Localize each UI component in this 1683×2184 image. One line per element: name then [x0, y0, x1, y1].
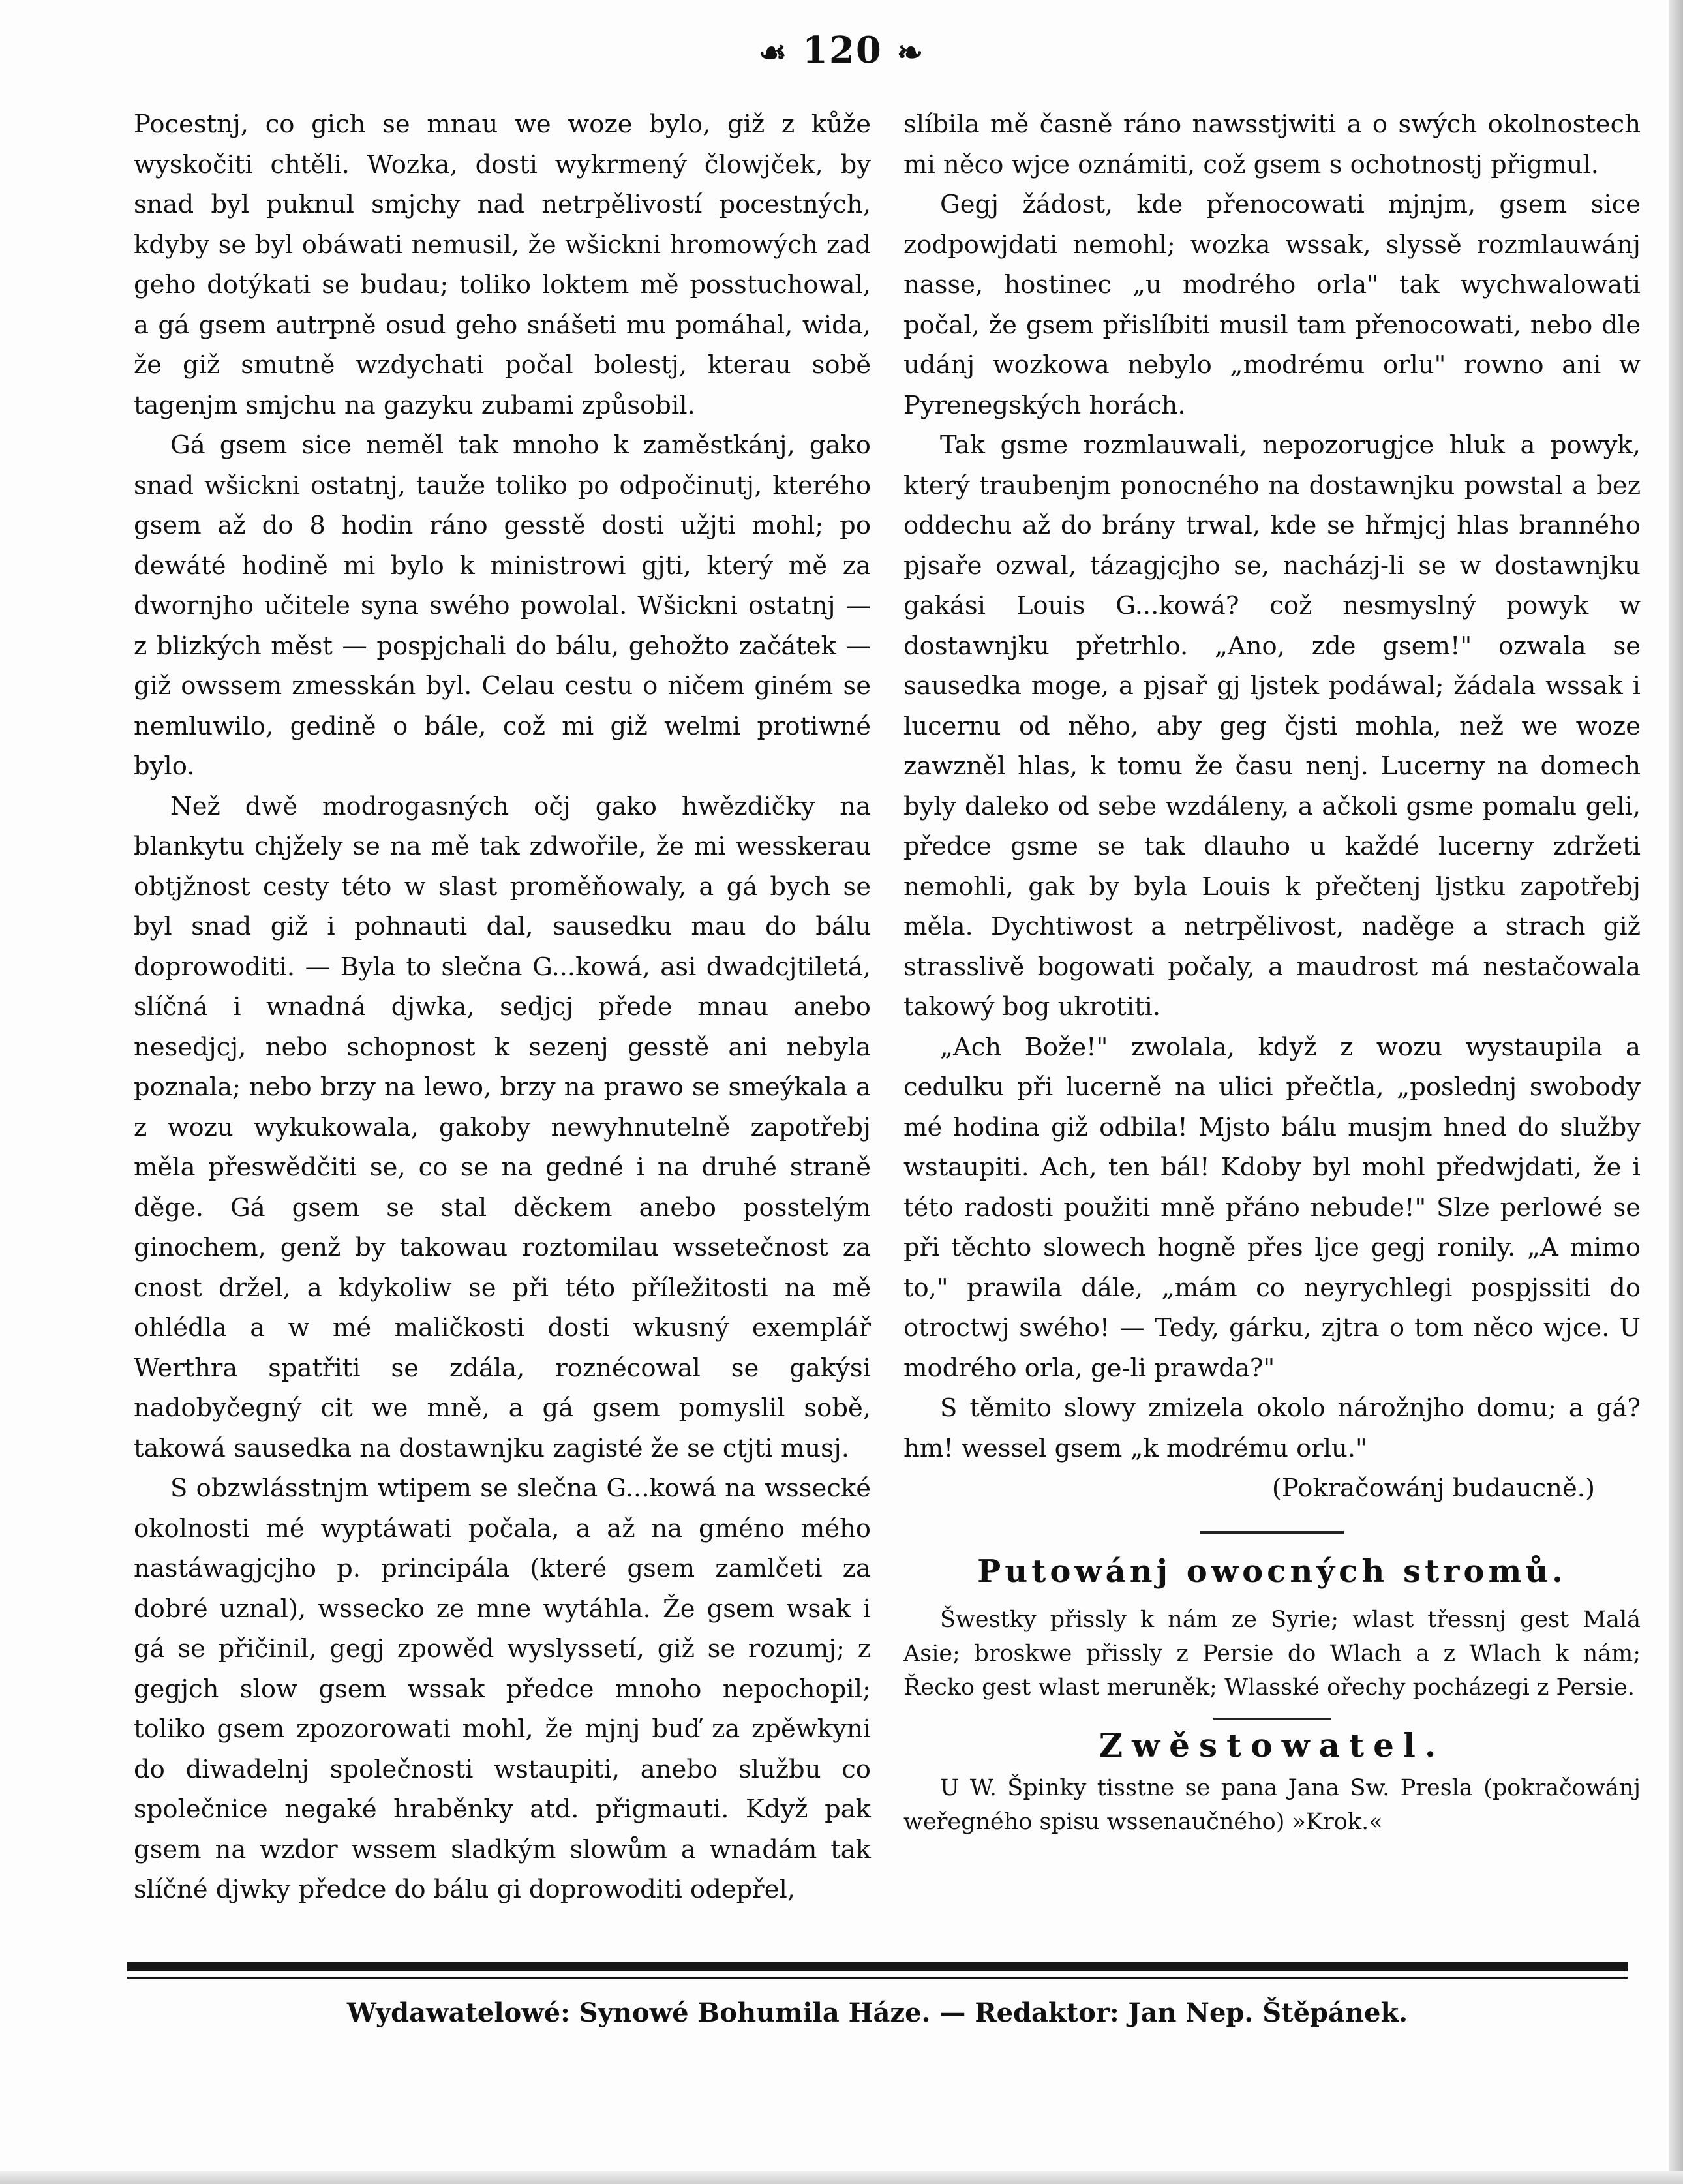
page-number: 120	[802, 29, 883, 72]
section-title-announcer: Zwěstowatel.	[1099, 1725, 1446, 1765]
footer-rule	[127, 1962, 1628, 1971]
paragraph: Než dwě modrogasných očj gako hwězdičky na blankytu chjžely se na mě tak zdwořile, že mi wesskerau obtjžnost cesty této w slast proměňowaly, a gá bych se byl snad giž i pohnauti dal, sausedku mau do bálu doprowoditi. — Byla to slečna G...kowá, asi dwadcjtiletá, slíčná i wnadná djwka, sedjcj přede mnau anebo nesedjcj, nebo schopnost k sezenj gesstě ani nebyla poznala; nebo brzy na lewo, brzy na prawo se smeýkala a z wozu wykukowala, gakoby newyhnutelně zapotřebj měla přeswědčiti se, co se na gedné i na druhé straně děge. Gá gsem se stal děckem anebo posstelým ginochem, genž by takowau roztomilau wssetečnost za cnost držel, a kdykoliw se při této příležitosti na mě ohlédla a w mé maličkosti dosti wkusný exemplář Werthra spatřiti se zdála, roznécowal se gakýsi nadobyčegný cit we mně, a gá gsem pomyslil sobě, takowá sausedka na dostawnjku zagisté že se ctjti musj.	[134, 791, 871, 1463]
footer-rule-thin	[127, 1977, 1628, 1979]
section-title-fruit-trees: Putowánj owocných stromů.	[977, 1553, 1567, 1590]
section-fruit-trees	[903, 1603, 1641, 1705]
paragraph: slíbila mě časně ráno nawsstjwiti a o swých okolnostech mi něco wjce oznámiti, což gsem s ochotnostj přigmul.	[903, 110, 1641, 179]
continued-note: (Pokračowánj budaucně.)	[1271, 1474, 1595, 1503]
paragraph: Šwestky přissly k nám ze Syrie; wlast třessnj gest Malá Asie; broskwe přissly z Persie do Wlach a z Wlach k nám; Řecko gest wlast meruněk; Wlasské ořechy pocházegi z Persie.	[903, 1606, 1641, 1701]
left-ornament-icon: ☙	[758, 35, 788, 72]
left-column	[134, 104, 871, 1910]
right-ornament-icon: ❧	[896, 35, 925, 72]
section-divider	[1213, 1718, 1331, 1720]
paragraph: Tak gsme rozmlauwali, nepozorugjce hluk a powyk, který traubenjm ponocného na dostawnjku powstal a bez oddechu až do brány trwal, kde se hřmjcj hlas branného pjsaře ozwal, tázagjcjho se, nacházj-li se w dostawnjku gakási Louis G...kowá? což nesmyslný powyk w dostawnjku přetrhlo. „Ano, zde gsem!" ozwala se sausedka moge, a pjsař gj ljstek podáwal; žádala wssak i lucernu od něho, aby geg čjsti mohla, než we woze zawzněl hlas, k tomu že času nenj. Lucerny na domech byly daleko od sebe wzdáleny, a ačkoli gsme pomalu geli, předce gsme se tak dlauho u každé lucerny zdržeti nemohli, gak by byla Louis k přečtenj ljstku zapotřebj měla. Dychtiwost a netrpělivost, naděge a strach giž strasslivě bogowati počaly, a maudrost má nestačowala takowý bog ukrotiti.	[903, 431, 1641, 1022]
page-edge-right	[1669, 0, 1683, 2184]
paragraph: S obzwlásstnjm wtipem se slečna G...kowá na wssecké okolnosti mé wyptáwati počala, a až na gméno mého nastáwagjcjho p. principála (které gsem zamlčeti za dobré uznal), wssecko ze mne wytáhla. Že gsem wsak i gá se přičinil, gegj zpowěd wyslyssetí, giž se rozumj; z gegjch slow gsem wssak předce mnoho nepochopil; toliko gsem zpozorowati mohl, že mjnj buď za zpěwkyni do diwadelnj společnosti wstaupiti, anebo službu co společnice negaké hraběnky atd. přigmauti. Když pak gsem na wzdor wssem sladkým slowům a wnadám tak slíčné djwky předce do bálu gi doprowoditi odepřel,	[134, 1474, 871, 1904]
paragraph: Gá gsem sice neměl tak mnoho k zaměstkánj, gako snad wšickni ostatnj, tauže toliko po odpočinutj, kterého gsem až do 8 hodin ráno gesstě dosti užjti mohl; po dewáté hodině mi bylo k ministrowi gjti, který mě za dwornjho učitele syna swého powolal. Wšickni ostatnj — z blizkých měst — pospjchali do bálu, gehožto začátek — giž owssem zmesskán byl. Celau cestu o ničem giném se nemluwilo, gedině o bále, což mi giž welmi protiwné bylo.	[134, 431, 871, 781]
page-header	[0, 29, 1683, 72]
section-announcer	[903, 1771, 1641, 1839]
paragraph: Pocestnj, co gich se mnau we woze bylo, giž z kůže wyskočiti chtěli. Wozka, dosti wykrmený člowjček, by snad byl puknul smjchy nad netrpělivostí pocestných, kdyby se byl obáwati nemusil, že wšickni hromowých zad geho dotýkati se budau; toliko loktem mě posstuchowal, a gá gsem autrpně osud geho snášeti mu pomáhal, wida, že giž smutně wzdychati počal bolestj, kterau sobě tagenjm smjchu na gazyku zubami způsobil.	[134, 110, 871, 420]
paragraph: S těmito slowy zmizela okolo nárožnjho domu; a gá? hm! wessel gsem „k modrému orlu."	[903, 1393, 1641, 1463]
right-column	[903, 104, 1641, 1839]
page-edge-bottom	[0, 2171, 1683, 2184]
section-divider	[1200, 1531, 1344, 1534]
paragraph: Gegj žádost, kde přenocowati mjnjm, gsem sice zodpowjdati nemohl; wozka wssak, slyssě rozmlauwánj nasse, hostinec „u modrého orla" tak wychwalowati počal, že gsem přislíbiti musil tam přenocowati, nebo dle udánj wozkowa nebylo „modrému orlu" rowno ani w Pyrenegských horách.	[903, 190, 1641, 420]
paragraph: U W. Špinky tisstne se pana Jana Sw. Presla (pokračowánj weřegného spisu wssenaučného) »Krok.«	[903, 1774, 1641, 1835]
paragraph: „Ach Bože!" zwolala, když z wozu wystaupila a cedulku při lucerně na ulici přečtla, „poslednj swobody mé hodina giž odbila! Mjsto bálu musjm hned do služby wstaupiti. Ach, ten bál! Kdoby byl mohl předwjdati, že i této radosti použiti mně přáno nebude!" Slze perlowé se při těchto slowech hogně přes ljce gegj ronily. „A mimo to," prawila dále, „mám co neyrychlegi pospjssiti do otroctwj swého! — Tedy, gárku, zjtra o tom něco wjce. U modrého orla, ge-li prawda?"	[903, 1032, 1641, 1383]
publisher-footer: Wydawatelowé: Synowé Bohumila Háze. — Redaktor: Jan Nep. Štěpánek.	[346, 1997, 1408, 2028]
